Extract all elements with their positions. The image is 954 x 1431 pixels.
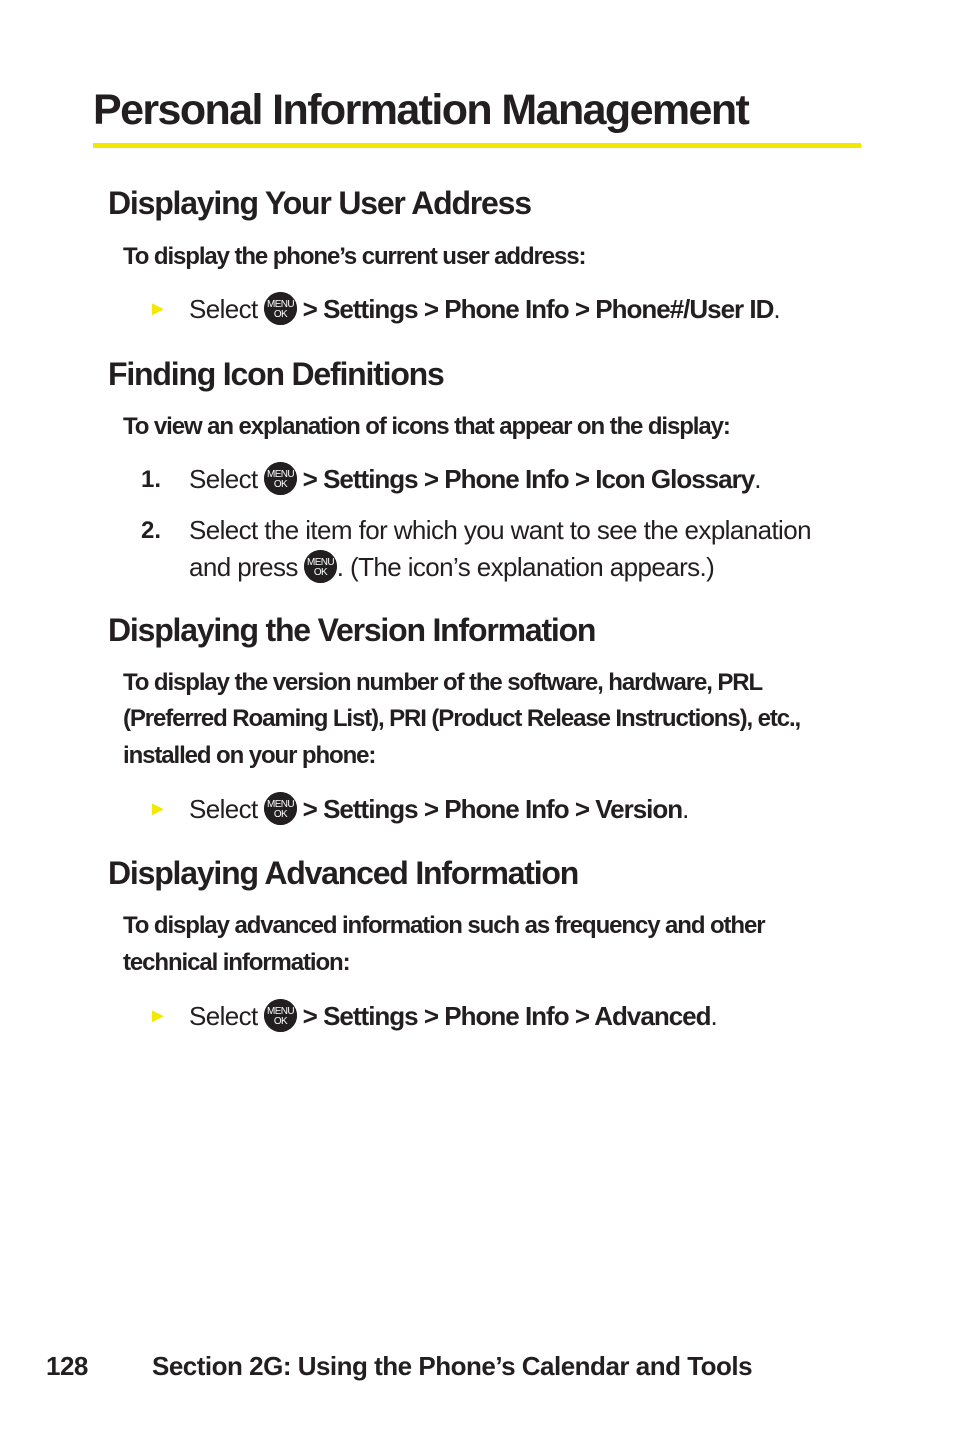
select-word: Select <box>189 294 258 324</box>
section-intro: To display the phone’s current user address: <box>123 243 586 270</box>
section-heading-user-address: Displaying Your User Address <box>108 185 531 221</box>
select-word: Select <box>189 794 258 824</box>
menu-ok-icon <box>264 792 297 825</box>
explanation-text: . (The icon’s explanation appears.) <box>336 552 715 582</box>
page-title: Personal Information Management <box>93 86 749 134</box>
select-word: Select <box>189 464 258 494</box>
path-end: . <box>773 294 781 324</box>
instruction-line <box>189 998 717 1035</box>
section-heading-advanced: Displaying Advanced Information <box>108 855 579 891</box>
section-intro-line: To display advanced information such as frequency and other <box>123 912 765 939</box>
section-intro-line: installed on your phone: <box>123 742 376 769</box>
step-number: 1. <box>141 466 162 493</box>
instruction-line: Select the item for which you want to see the explanation <box>189 515 811 545</box>
menu-ok-icon <box>264 999 297 1032</box>
section-intro-line: (Preferred Roaming List), PRI (Product Release Instructions), etc., <box>123 705 801 732</box>
menu-path: > Settings > Phone Info > Advanced <box>302 1001 711 1031</box>
instruction-line <box>189 791 689 828</box>
bullet-arrow-icon: ► <box>148 798 168 820</box>
section-heading-icon-definitions: Finding Icon Definitions <box>108 356 444 392</box>
instruction-line <box>189 291 780 328</box>
path-end: . <box>710 1001 718 1031</box>
step-number: 2. <box>141 517 162 544</box>
menu-path: > Settings > Phone Info > Version <box>302 794 683 824</box>
section-intro-line: To display the version number of the software, hardware, PRL <box>123 669 763 696</box>
menu-ok-icon <box>264 292 297 325</box>
page-number: 128 <box>46 1351 88 1381</box>
title-rule <box>93 143 861 148</box>
instruction-line <box>189 461 761 498</box>
menu-ok-icon <box>304 550 337 583</box>
press-text: and press <box>189 552 298 582</box>
select-word: Select <box>189 1001 258 1031</box>
menu-path: > Settings > Phone Info > Phone#/User ID <box>302 294 774 324</box>
path-end: . <box>682 794 689 824</box>
section-intro: To view an explanation of icons that appear on the display: <box>123 413 730 440</box>
footer-section-title: Section 2G: Using the Phone’s Calendar and Tools <box>152 1351 753 1381</box>
bullet-arrow-icon: ► <box>148 298 168 320</box>
instruction-line <box>189 549 714 586</box>
menu-ok-icon <box>264 462 297 495</box>
section-heading-version: Displaying the Version Information <box>108 612 596 648</box>
section-intro-line: technical information: <box>123 949 350 976</box>
bullet-arrow-icon: ► <box>148 1005 168 1027</box>
path-end: . <box>754 464 761 494</box>
menu-path: > Settings > Phone Info > Icon Glossary <box>302 464 755 494</box>
